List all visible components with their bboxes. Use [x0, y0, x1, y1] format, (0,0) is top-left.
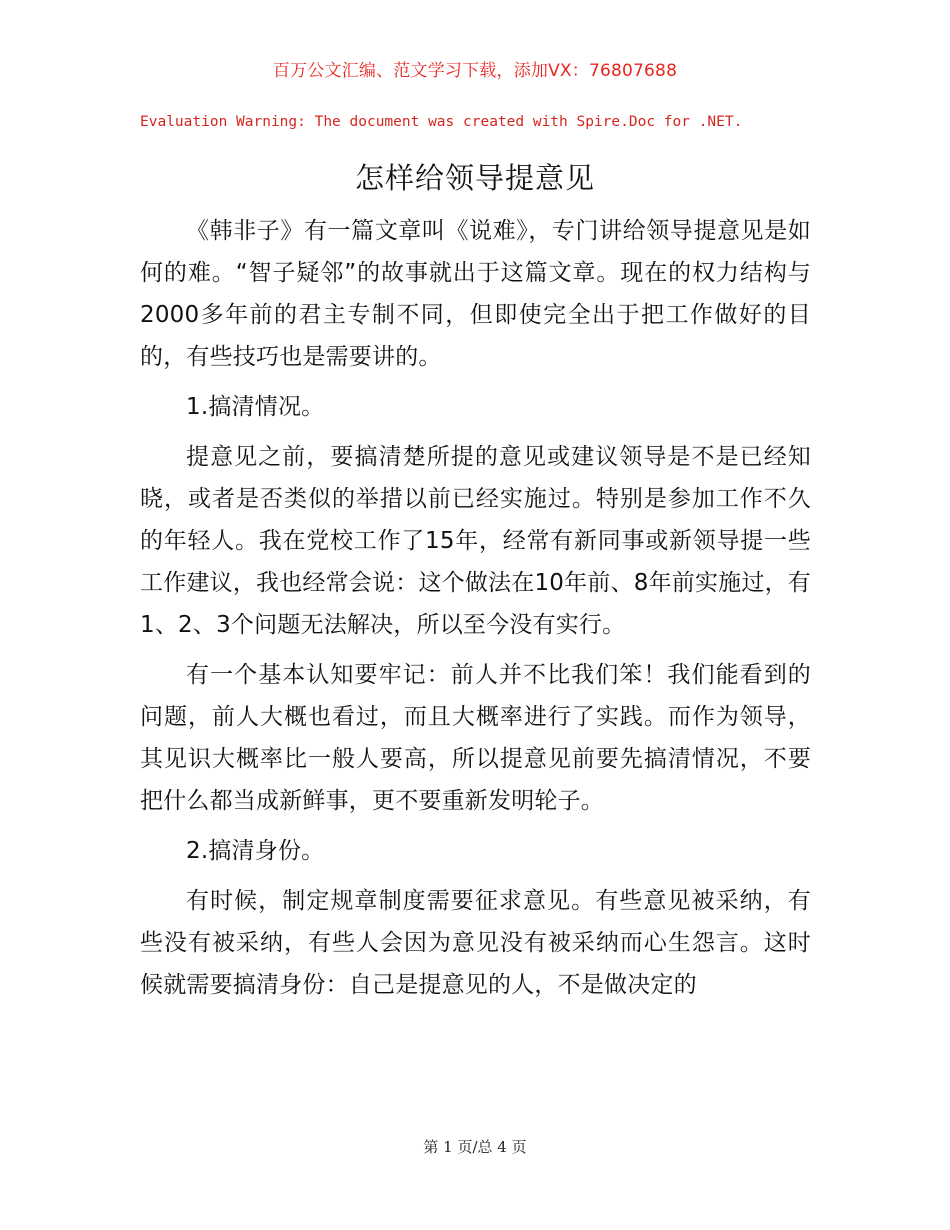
section-heading-2: 2.搞清身份。 [186, 838, 325, 864]
document-title: 怎样给领导提意见 [354, 161, 595, 195]
paragraph-section-1a: 提意见之前，要搞清楚所提的意见或建议领导是不是已经知晓，或者是否类似的举措以前已经实施过。特别是参加工作不久的年轻人。我在党校工作了15年，经常有新同事或新领导提一些工作建议，我也经常会说：这个做法在10年前、8年前实施过，有1、2、3个问题无法解决，所以至今没有实行。 [140, 444, 811, 638]
paragraph-section-2a: 有时候，制定规章制度需要征求意见。有些意见被采纳，有些没有被采纳，有些人会因为意见没有被采纳而心生怨言。这时候就需要搞清身份：自己是提意见的人，不是做决定的 [140, 888, 811, 998]
document-body [140, 210, 811, 1014]
evaluation-warning: Evaluation Warning: The document was created with Spire.Doc for .NET. [140, 114, 743, 130]
paragraph-section-1b: 有一个基本认知要牢记：前人并不比我们笨！我们能看到的问题，前人大概也看过，而且大概率进行了实践。而作为领导，其见识大概率比一般人要高，所以提意见前要先搞清情况，不要把什么都当成新鲜事，更不要重新发明轮子。 [140, 662, 811, 814]
page-number-footer: 第 1 页/总 4 页 [423, 1138, 527, 1156]
section-heading-1: 1.搞清情况。 [186, 394, 325, 420]
paragraph-intro: 《韩非子》有一篇文章叫《说难》，专门讲给领导提意见是如何的难。“智子疑邻”的故事就出于这篇文章。现在的权力结构与2000多年前的君主专制不同，但即使完全出于把工作做好的目的，有些技巧也是需要讲的。 [140, 218, 811, 370]
header-ad-banner: 百万公文汇编、范文学习下载，添加VX：76807688 [272, 61, 678, 81]
